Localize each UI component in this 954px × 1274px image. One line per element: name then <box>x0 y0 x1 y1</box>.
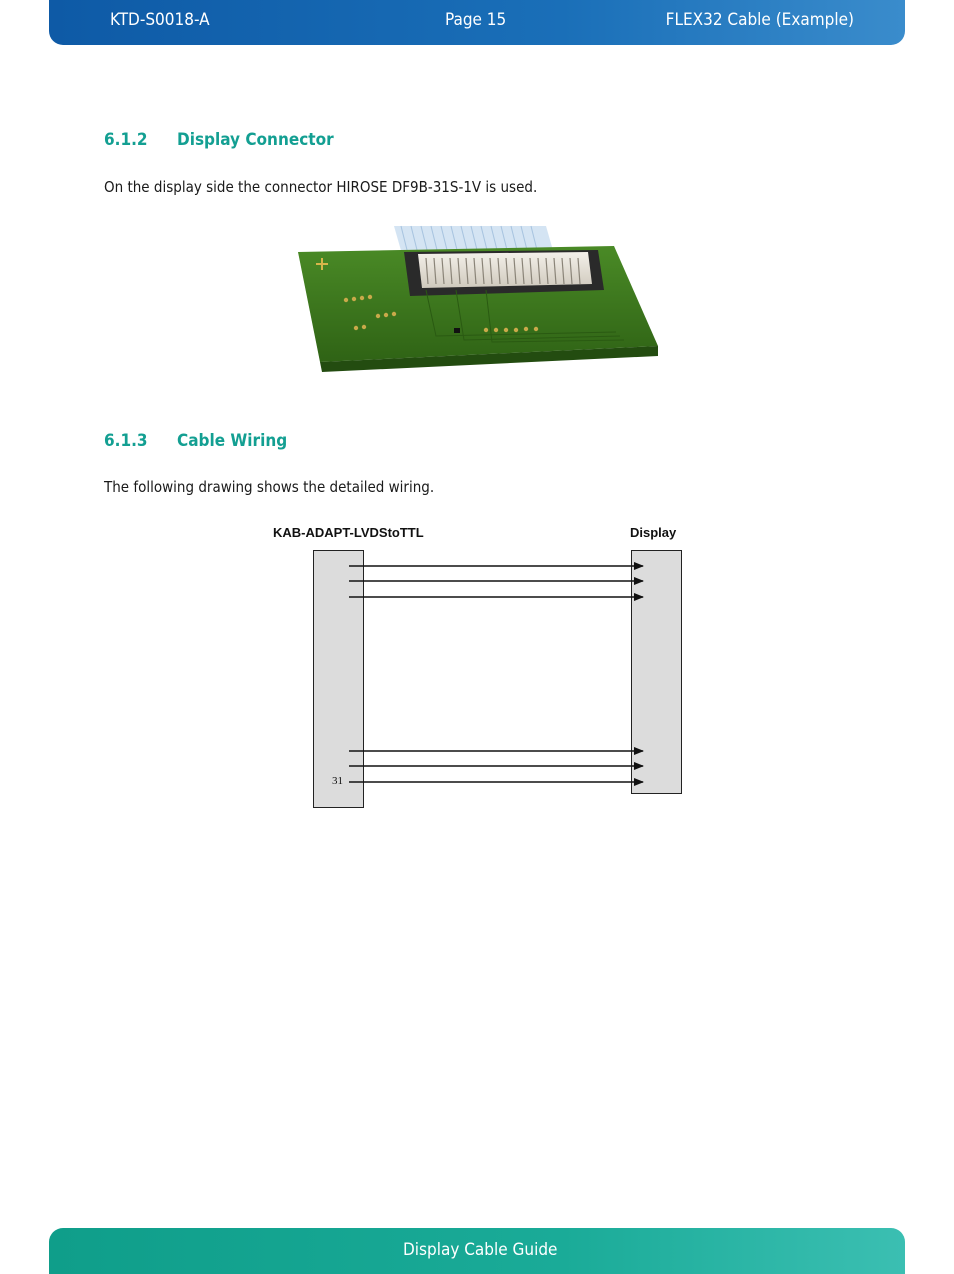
footer-title: Display Cable Guide <box>403 1240 558 1260</box>
pin-number-label: 31 <box>332 775 343 787</box>
connector-paragraph: On the display side the connector HIROSE DF9B-31S-1V is used. <box>104 178 538 196</box>
wiring-paragraph: The following drawing shows the detailed wiring. <box>104 478 435 496</box>
page-footer <box>49 1228 905 1274</box>
section-number: 6.1.3 <box>104 431 148 451</box>
adapter-label: KAB-ADAPT-LVDStoTTL <box>273 525 424 540</box>
section-title: Cable Wiring <box>177 431 288 451</box>
section-number: 6.1.2 <box>104 130 148 150</box>
header-section-title: FLEX32 Cable (Example) <box>665 10 854 30</box>
display-label: Display <box>630 525 677 540</box>
section-title: Display Connector <box>177 130 334 150</box>
page-number: Page 15 <box>445 10 507 30</box>
document-id: KTD-S0018-A <box>110 10 210 30</box>
